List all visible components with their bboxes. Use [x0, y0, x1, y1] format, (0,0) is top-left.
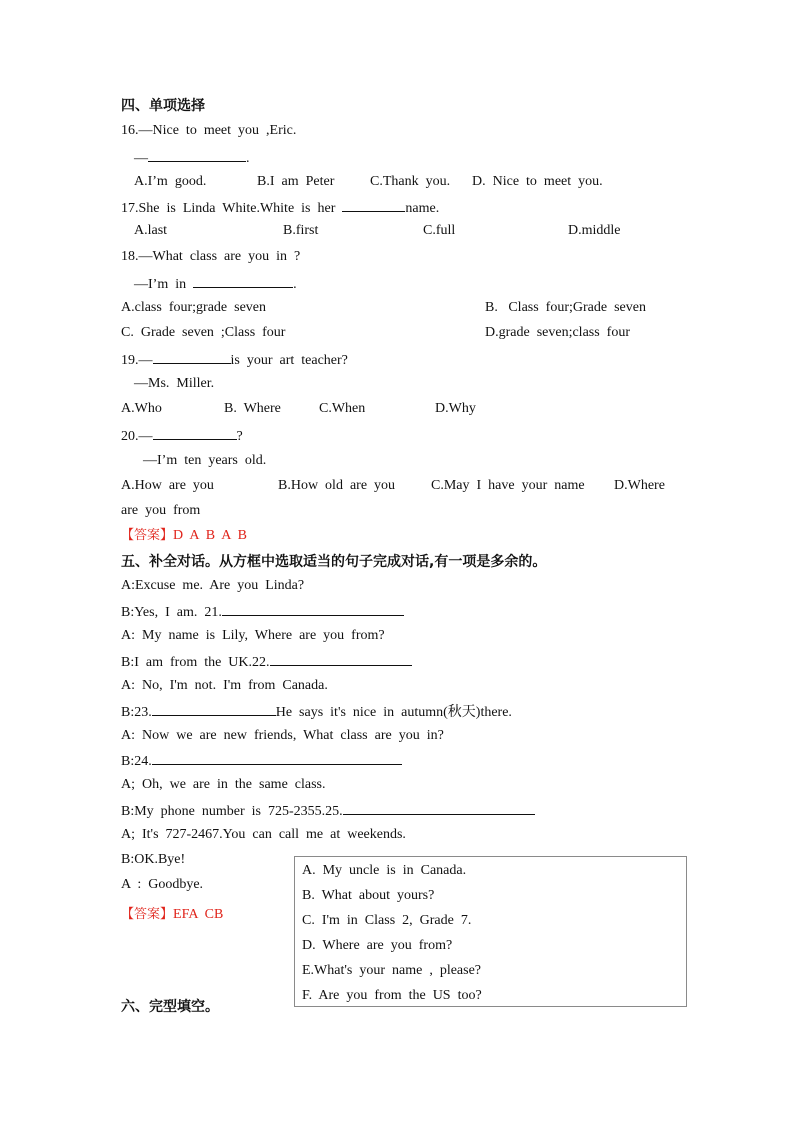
- box-option-e: E.What's your name , please?: [302, 963, 482, 978]
- section-6-heading: 六、完型填空。: [121, 999, 219, 1015]
- options-box: [294, 856, 687, 1007]
- dialog-line-1: A:Excuse me. Are you Linda?: [121, 578, 305, 593]
- q17-option-a: A.last: [134, 223, 168, 238]
- q18-reply: —I’m in .: [134, 274, 297, 294]
- dialog-line-7: A: Now we are new friends, What class are you in?: [121, 728, 444, 743]
- q18-stem: 18.—What class are you in ?: [121, 249, 301, 264]
- box-option-d: D. Where are you from?: [302, 938, 453, 953]
- section-4-heading: 四、单项选择: [121, 98, 205, 114]
- section-5-heading: 五、补全对话。从方框中选取适当的句子完成对话,有一项是多余的。: [121, 554, 547, 570]
- q18-option-b: B. Class four;Grade seven: [485, 300, 646, 315]
- dialog-line-10: B:My phone number is 725-2355.25.: [121, 801, 535, 821]
- box-option-b: B. What about yours?: [302, 888, 435, 903]
- q19-option-d: D.Why: [435, 401, 476, 416]
- dialog-line-8: B:24.: [121, 751, 402, 771]
- q16-reply: — .: [134, 148, 250, 168]
- q20-option-d: D.Where: [614, 478, 665, 493]
- section-5-answer: 【答案】EFA CB: [121, 907, 224, 922]
- q16-option-a: A.I’m good.: [134, 174, 207, 189]
- q20-option-d-continued: are you from: [121, 503, 201, 518]
- dialog-line-11: A; It's 727-2467.You can call me at weekends.: [121, 827, 406, 842]
- q17-option-c: C.full: [423, 223, 456, 238]
- q16-option-b: B.I am Peter: [257, 174, 335, 189]
- q20-stem: 20.— ?: [121, 426, 243, 446]
- dialog-line-6: B:23. He says it's nice in autumn(秋天)there.: [121, 702, 512, 722]
- q19-reply: —Ms. Miller.: [134, 376, 215, 391]
- dialog-line-2: B:Yes, I am. 21.: [121, 602, 404, 622]
- q16-stem: 16.—Nice to meet you ,Eric.: [121, 123, 297, 138]
- q18-option-d: D.grade seven;class four: [485, 325, 631, 340]
- q16-option-d: D. Nice to meet you.: [472, 174, 603, 189]
- dialog-line-12: B:OK.Bye!: [121, 852, 186, 867]
- q17-option-d: D.middle: [568, 223, 621, 238]
- q19-option-b: B. Where: [224, 401, 281, 416]
- dialog-line-3: A: My name is Lily, Where are you from?: [121, 628, 385, 643]
- q20-option-b: B.How old are you: [278, 478, 396, 493]
- box-option-c: C. I'm in Class 2, Grade 7.: [302, 913, 472, 928]
- dialog-line-5: A: No, I'm not. I'm from Canada.: [121, 678, 328, 693]
- q20-option-a: A.How are you: [121, 478, 214, 493]
- q17-stem: 17.She is Linda White.White is her name.: [121, 198, 439, 218]
- q20-option-c: C.May I have your name: [431, 478, 585, 493]
- section-4-answer: 【答案】D A B A B: [121, 528, 247, 543]
- q19-stem: 19.— is your art teacher?: [121, 350, 348, 370]
- q19-option-c: C.When: [319, 401, 366, 416]
- q20-reply: —I’m ten years old.: [143, 453, 267, 468]
- q18-option-a: A.class four;grade seven: [121, 300, 267, 315]
- dialog-line-9: A; Oh, we are in the same class.: [121, 777, 326, 792]
- q19-option-a: A.Who: [121, 401, 162, 416]
- dialog-line-4: B:I am from the UK.22.: [121, 652, 412, 672]
- q17-option-b: B.first: [283, 223, 319, 238]
- q16-option-c: C.Thank you.: [370, 174, 451, 189]
- dialog-line-13: A : Goodbye.: [121, 877, 204, 892]
- box-option-a: A. My uncle is in Canada.: [302, 863, 467, 878]
- q18-option-c: C. Grade seven ;Class four: [121, 325, 286, 340]
- box-option-f: F. Are you from the US too?: [302, 988, 482, 1003]
